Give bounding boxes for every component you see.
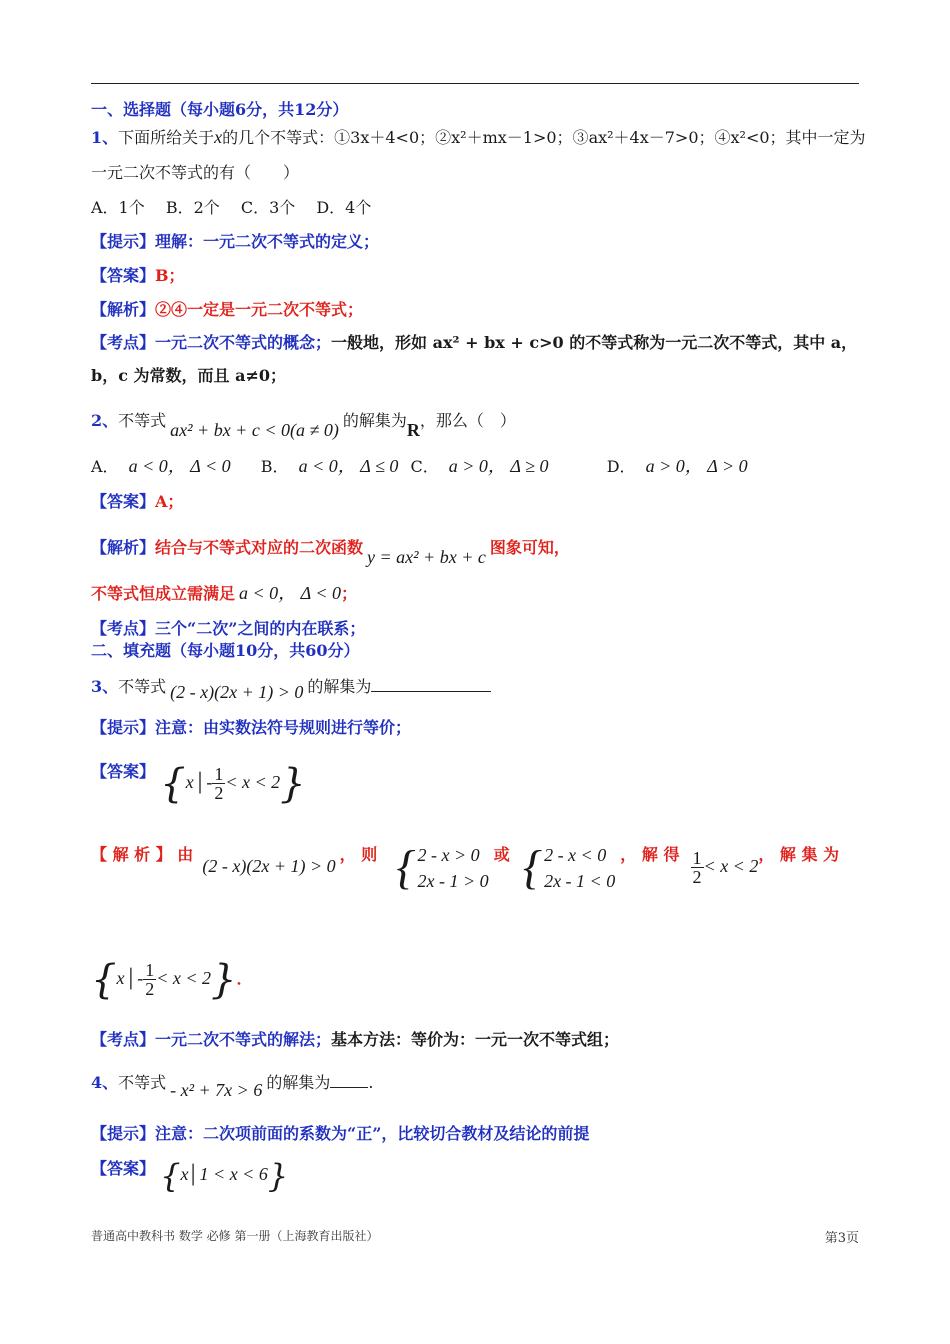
- q1-ana-tag: 【解析】: [91, 300, 156, 319]
- q1-text-a: 下面所给关于: [118, 128, 215, 147]
- q1-kp-tag: 【考点】: [91, 333, 156, 352]
- q3-answer: [91, 760, 306, 805]
- q3-blank: [371, 677, 491, 692]
- q3-ana-set-half-den: 2: [145, 979, 155, 1000]
- q3-sys1-a: 2 - x > 0: [417, 844, 480, 865]
- q3-ana-set-rest: < x < 2: [156, 968, 212, 988]
- q3-hint: [91, 718, 411, 738]
- q3-sol-half-den: 2: [692, 867, 702, 888]
- q2-expr: ax² + bx + c < 0(a ≠ 0): [170, 420, 339, 440]
- q2-optB: B．: [260, 457, 289, 476]
- q2-ans-tag: 【答案】: [91, 492, 156, 511]
- q1-ans-tag: 【答案】: [91, 266, 156, 285]
- q3-ana-tag: 【 解 析 】 由: [91, 845, 194, 864]
- q1-ana-text: ②④一定是一元二次不等式；: [155, 300, 364, 319]
- q3-system-1: { 2 - x > 0 2x - 1 > 0: [396, 840, 489, 894]
- q2-analysis-2: [91, 583, 357, 604]
- q2-optD-math: a > 0， Δ > 0: [645, 456, 748, 476]
- q2-optA: A．: [91, 457, 119, 476]
- q3-number: 3、: [91, 677, 119, 696]
- q3-ana-set-neg: -: [137, 968, 144, 988]
- q1-x: x: [214, 127, 223, 147]
- q3-expr: (2 - x)(2x + 1) > 0: [170, 682, 304, 702]
- q1-analysis: [91, 300, 363, 320]
- q3-solution-set: [91, 956, 252, 1001]
- q4-hint-text: 注意：二次项前面的系数为“正”，比较切合教材及结论的前提: [155, 1124, 590, 1143]
- q2-optA-math: a < 0， Δ < 0: [128, 456, 231, 476]
- right-brace: }: [280, 760, 306, 807]
- section-1-title: 一、选择题（每小题6分，共12分）: [91, 100, 349, 119]
- q2-ana-c: 不等式恒成立需满足: [91, 584, 236, 603]
- q3-ana-then: ， 则: [339, 845, 378, 864]
- q3-keypoint: [91, 1030, 619, 1050]
- q4-stem: [91, 1064, 373, 1101]
- q2-R: R: [406, 420, 420, 440]
- q3-kp-tag: 【考点】: [91, 1030, 156, 1049]
- q3-set-x: x: [185, 772, 194, 792]
- q4-answer-set: [160, 1156, 289, 1195]
- q2-analysis: [91, 528, 570, 567]
- footer-book-title: 普通高中教科书 数学 必修 第一册（上海教育出版社）: [91, 1229, 379, 1243]
- q2-text-a: 不等式: [118, 411, 167, 430]
- q2-cond: a < 0， Δ < 0: [239, 583, 342, 603]
- q3-ana-or: 或: [493, 845, 510, 864]
- q4-ans-tag: 【答案】: [91, 1159, 156, 1178]
- q1-ans-text: B；: [155, 266, 185, 285]
- q3-answer-set: {x│- $\frac{1}{2}$ < x < 2}: [160, 760, 306, 807]
- q2-options: [91, 456, 748, 477]
- q2-kp-text: 三个“二次”之间的内在联系；: [155, 619, 366, 638]
- q2-optD: D．: [606, 457, 636, 476]
- q1-kp-a: 一元二次不等式的概念；: [155, 333, 332, 352]
- q3-half-den: 2: [214, 783, 224, 804]
- q3-ana-set: ， 解 集 为: [758, 845, 840, 864]
- q4-text-b: 的解集为: [266, 1073, 331, 1092]
- right-brace: }: [267, 1156, 289, 1195]
- q1-kp-c: b，c 为常数，而且 a≠0；: [91, 366, 286, 385]
- q2-text-c: ，那么（ ）: [419, 411, 516, 430]
- q2-ana-d: ；: [341, 584, 358, 603]
- q3-kp-a: 一元二次不等式的解法；: [155, 1030, 332, 1049]
- q1-text-b: 的几个不等式：①: [222, 128, 351, 147]
- q3-half: [212, 765, 225, 802]
- q4-text-c: .: [368, 1073, 374, 1092]
- section-2-title: 二、填充题（每小题10分，共60分）: [91, 641, 360, 660]
- q3-ana-set-x: x: [116, 968, 125, 988]
- q3-ana-set-half: [143, 961, 156, 998]
- q1-hint: [91, 232, 379, 252]
- q1-item2: x²＋mx－1>0；③: [451, 128, 589, 147]
- q2-optC: C．: [410, 457, 439, 476]
- q2-ana-tag: 【解析】: [91, 538, 156, 557]
- q1-line1: [91, 127, 866, 148]
- q2-optC-math: a > 0， Δ ≥ 0: [448, 456, 549, 476]
- q1-line2: 一元二次不等式的有（ ）: [91, 163, 300, 182]
- q3-stem: [91, 668, 491, 705]
- left-brace: {: [160, 760, 186, 807]
- right-brace: }: [211, 956, 237, 1003]
- q1-hint-tag: 【提示】: [91, 232, 156, 251]
- q2-ana-a: 结合与不等式对应的二次函数: [155, 538, 364, 557]
- q3-analysis: [91, 838, 839, 895]
- footer-page-number: 第3页: [824, 1231, 859, 1246]
- q3-text-b: 的解集为: [307, 677, 372, 696]
- q3-ana-expr: (2 - x)(2x + 1) > 0: [202, 856, 336, 876]
- q1-number: 1、: [91, 128, 119, 147]
- q3-ans-tag: 【答案】: [91, 762, 156, 781]
- q4-blank: [330, 1073, 368, 1088]
- q1-item3: ax²＋4x－7>0；④: [588, 128, 731, 147]
- q2-optB-math: a < 0， Δ ≤ 0: [298, 456, 399, 476]
- q3-sys1-b: 2x - 1 > 0: [417, 870, 489, 891]
- q2-func: y = ax² + bx + c: [367, 547, 486, 567]
- q1-item4: x²<0；其中一定为: [730, 128, 866, 147]
- q3-sol-half-num: 1: [692, 848, 702, 869]
- q3-dot: ．: [236, 969, 253, 988]
- q2-keypoint: [91, 619, 365, 639]
- q2-kp-tag: 【考点】: [91, 619, 156, 638]
- q3-sol-rest: < x < 2: [703, 856, 759, 876]
- q3-set-neg: -: [206, 772, 213, 792]
- q1-options: A．1个 B．2个 C．3个 D．4个: [91, 198, 372, 217]
- q4-ans-text: x│1 < x < 6: [180, 1164, 268, 1184]
- q4-hint: [91, 1124, 589, 1144]
- q3-ana-set-half-num: 1: [145, 960, 155, 981]
- q3-ana-set-expr: {x│- $\frac{1}{2}$ < x < 2}: [91, 956, 237, 1003]
- q1-answer: [91, 266, 185, 286]
- q1-item1: 3x＋4<0；②: [350, 128, 452, 147]
- q2-ans-text: A；: [155, 492, 184, 511]
- q2-ana-b: 图象可知，: [489, 538, 570, 557]
- left-brace: {: [160, 1156, 181, 1195]
- q3-kp-b: 基本方法：等价为：一元一次不等式组；: [331, 1030, 620, 1049]
- q3-text-a: 不等式: [118, 677, 167, 696]
- q2-answer: [91, 492, 183, 512]
- q2-text-b: 的解集为: [342, 411, 407, 430]
- q3-sol-half: [691, 849, 704, 886]
- q4-answer: [91, 1154, 288, 1196]
- q4-hint-tag: 【提示】: [91, 1124, 156, 1143]
- q1-keypoint: [91, 333, 857, 353]
- q3-system-2: { 2 - x < 0 2x - 1 < 0: [522, 840, 616, 894]
- q3-ana-solve: ， 解 得: [620, 845, 680, 864]
- q1-kp-b: 一般地，形如 ax² + bx + c>0 的不等式称为一元二次不等式，其中 a，: [331, 333, 858, 352]
- q2-stem: [91, 400, 516, 441]
- q4-expr: - x² + 7x > 6: [170, 1080, 263, 1100]
- q2-number: 2、: [91, 411, 119, 430]
- q4-text-a: 不等式: [118, 1073, 167, 1092]
- left-brace: {: [91, 956, 117, 1003]
- q3-hint-text: 注意：由实数法符号规则进行等价；: [155, 718, 412, 737]
- q3-hint-tag: 【提示】: [91, 718, 156, 737]
- header-rule: [91, 83, 859, 84]
- q1-hint-text: 理解：一元二次不等式的定义；: [155, 232, 380, 251]
- q3-solution: [691, 848, 759, 888]
- q4-number: 4、: [91, 1073, 119, 1092]
- q3-sys2-a: 2 - x < 0: [544, 844, 607, 865]
- q3-half-num: 1: [214, 764, 224, 785]
- q3-sys2-b: 2x - 1 < 0: [544, 870, 616, 891]
- q3-set-rest: < x < 2: [225, 772, 281, 792]
